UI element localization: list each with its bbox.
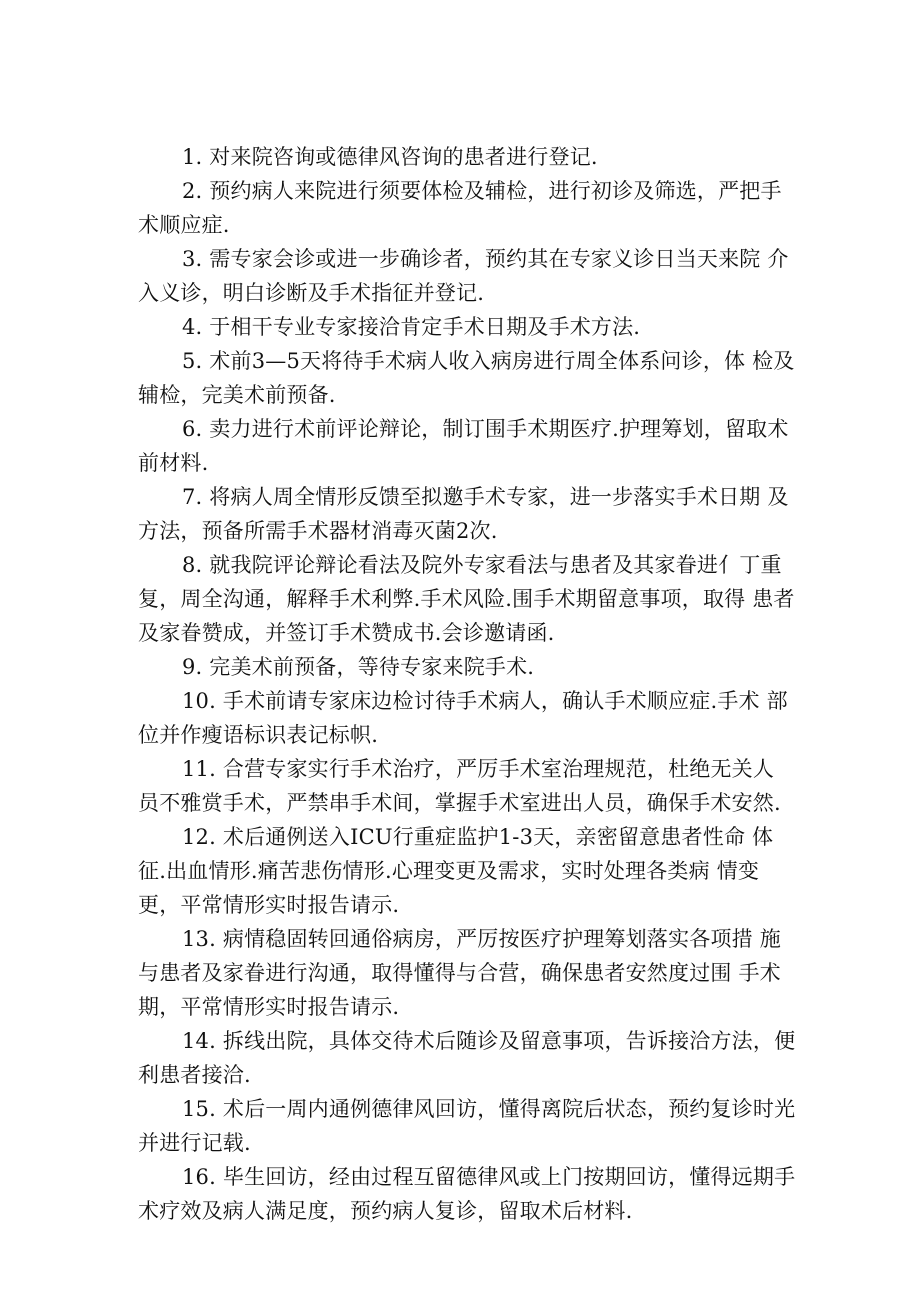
list-item: 14. 拆线出院，具体交待术后随诊及留意事项，告诉接洽方法，便利患者接洽. <box>138 1029 796 1087</box>
list-item: 2. 预约病人来院进行须要体检及辅检，进行初诊及筛选，严把手术顺应症. <box>138 179 782 237</box>
list-item: 3. 需专家会诊或进一步确诊者，预约其在专家义诊日当天来院 介入义诊，明白诊断及手术指征并登记. <box>138 247 789 305</box>
list-item: 5. 术前3—5天将待手术病人收入病房进行周全体系问诊，体 检及辅检，完美术前预备. <box>138 349 795 407</box>
list-item: 10. 手术前请专家床边检讨待手术病人，确认手术顺应症.手术 部位并作瘦语标识表记标帜. <box>138 689 788 747</box>
list-item: 13. 病情稳固转回通俗病房，严厉按医疗护理筹划落实各项措 施与患者及家眷进行沟通，取得懂得与合营，确保患者安然度过围 手术期，平常情形实时报告请示. <box>138 927 781 1019</box>
list-item: 6. 卖力进行术前评论辩论，制订围手术期医疗.护理筹划，留取术前材料. <box>138 417 789 475</box>
list-item: 8. 就我院评论辩论看法及院外专家看法与患者及其家眷进亻丁重复，周全沟通，解释手术利弊.手术风险.围手术期留意事项，取得 患者及家眷赞成，并签订手术赞成书.会诊邀请函. <box>138 553 795 645</box>
procedure-list <box>138 140 800 1228</box>
list-item: 15. 术后一周内通例德律风回访，懂得离院后状态，预约复诊时光并进行记载. <box>138 1097 796 1155</box>
list-item: 12. 术后通例送入ICU行重症监护1-3天，亲密留意患者性命 体征.出血情形.痛苦悲伤情形.心理变更及需求，实时处理各类病 情变更，平常情形实时报告请示. <box>138 825 774 917</box>
list-item: 16. 毕生回访，经由过程互留德律风或上门按期回访，懂得远期手术疗效及病人满足度，预约病人复诊，留取术后材料. <box>138 1165 796 1223</box>
list-item: 1. 对来院咨询或德律风咨询的患者进行登记. <box>182 145 598 169</box>
list-item: 9. 完美术前预备，等待专家来院手术. <box>182 655 535 679</box>
list-item: 11. 合营专家实行手术治疗，严厉手术室治理规范，杜绝无关人 员不雅赏手术，严禁串手术间，掌握手术室进出人员，确保手术安然. <box>138 757 781 815</box>
list-item: 7. 将病人周全情形反馈至拟邀手术专家，进一步落实手术日期 及方法，预备所需手术器材消毒灭菌2次. <box>138 485 789 543</box>
list-item: 4. 于相干专业专家接洽肯定手术日期及手术方法. <box>182 315 641 339</box>
